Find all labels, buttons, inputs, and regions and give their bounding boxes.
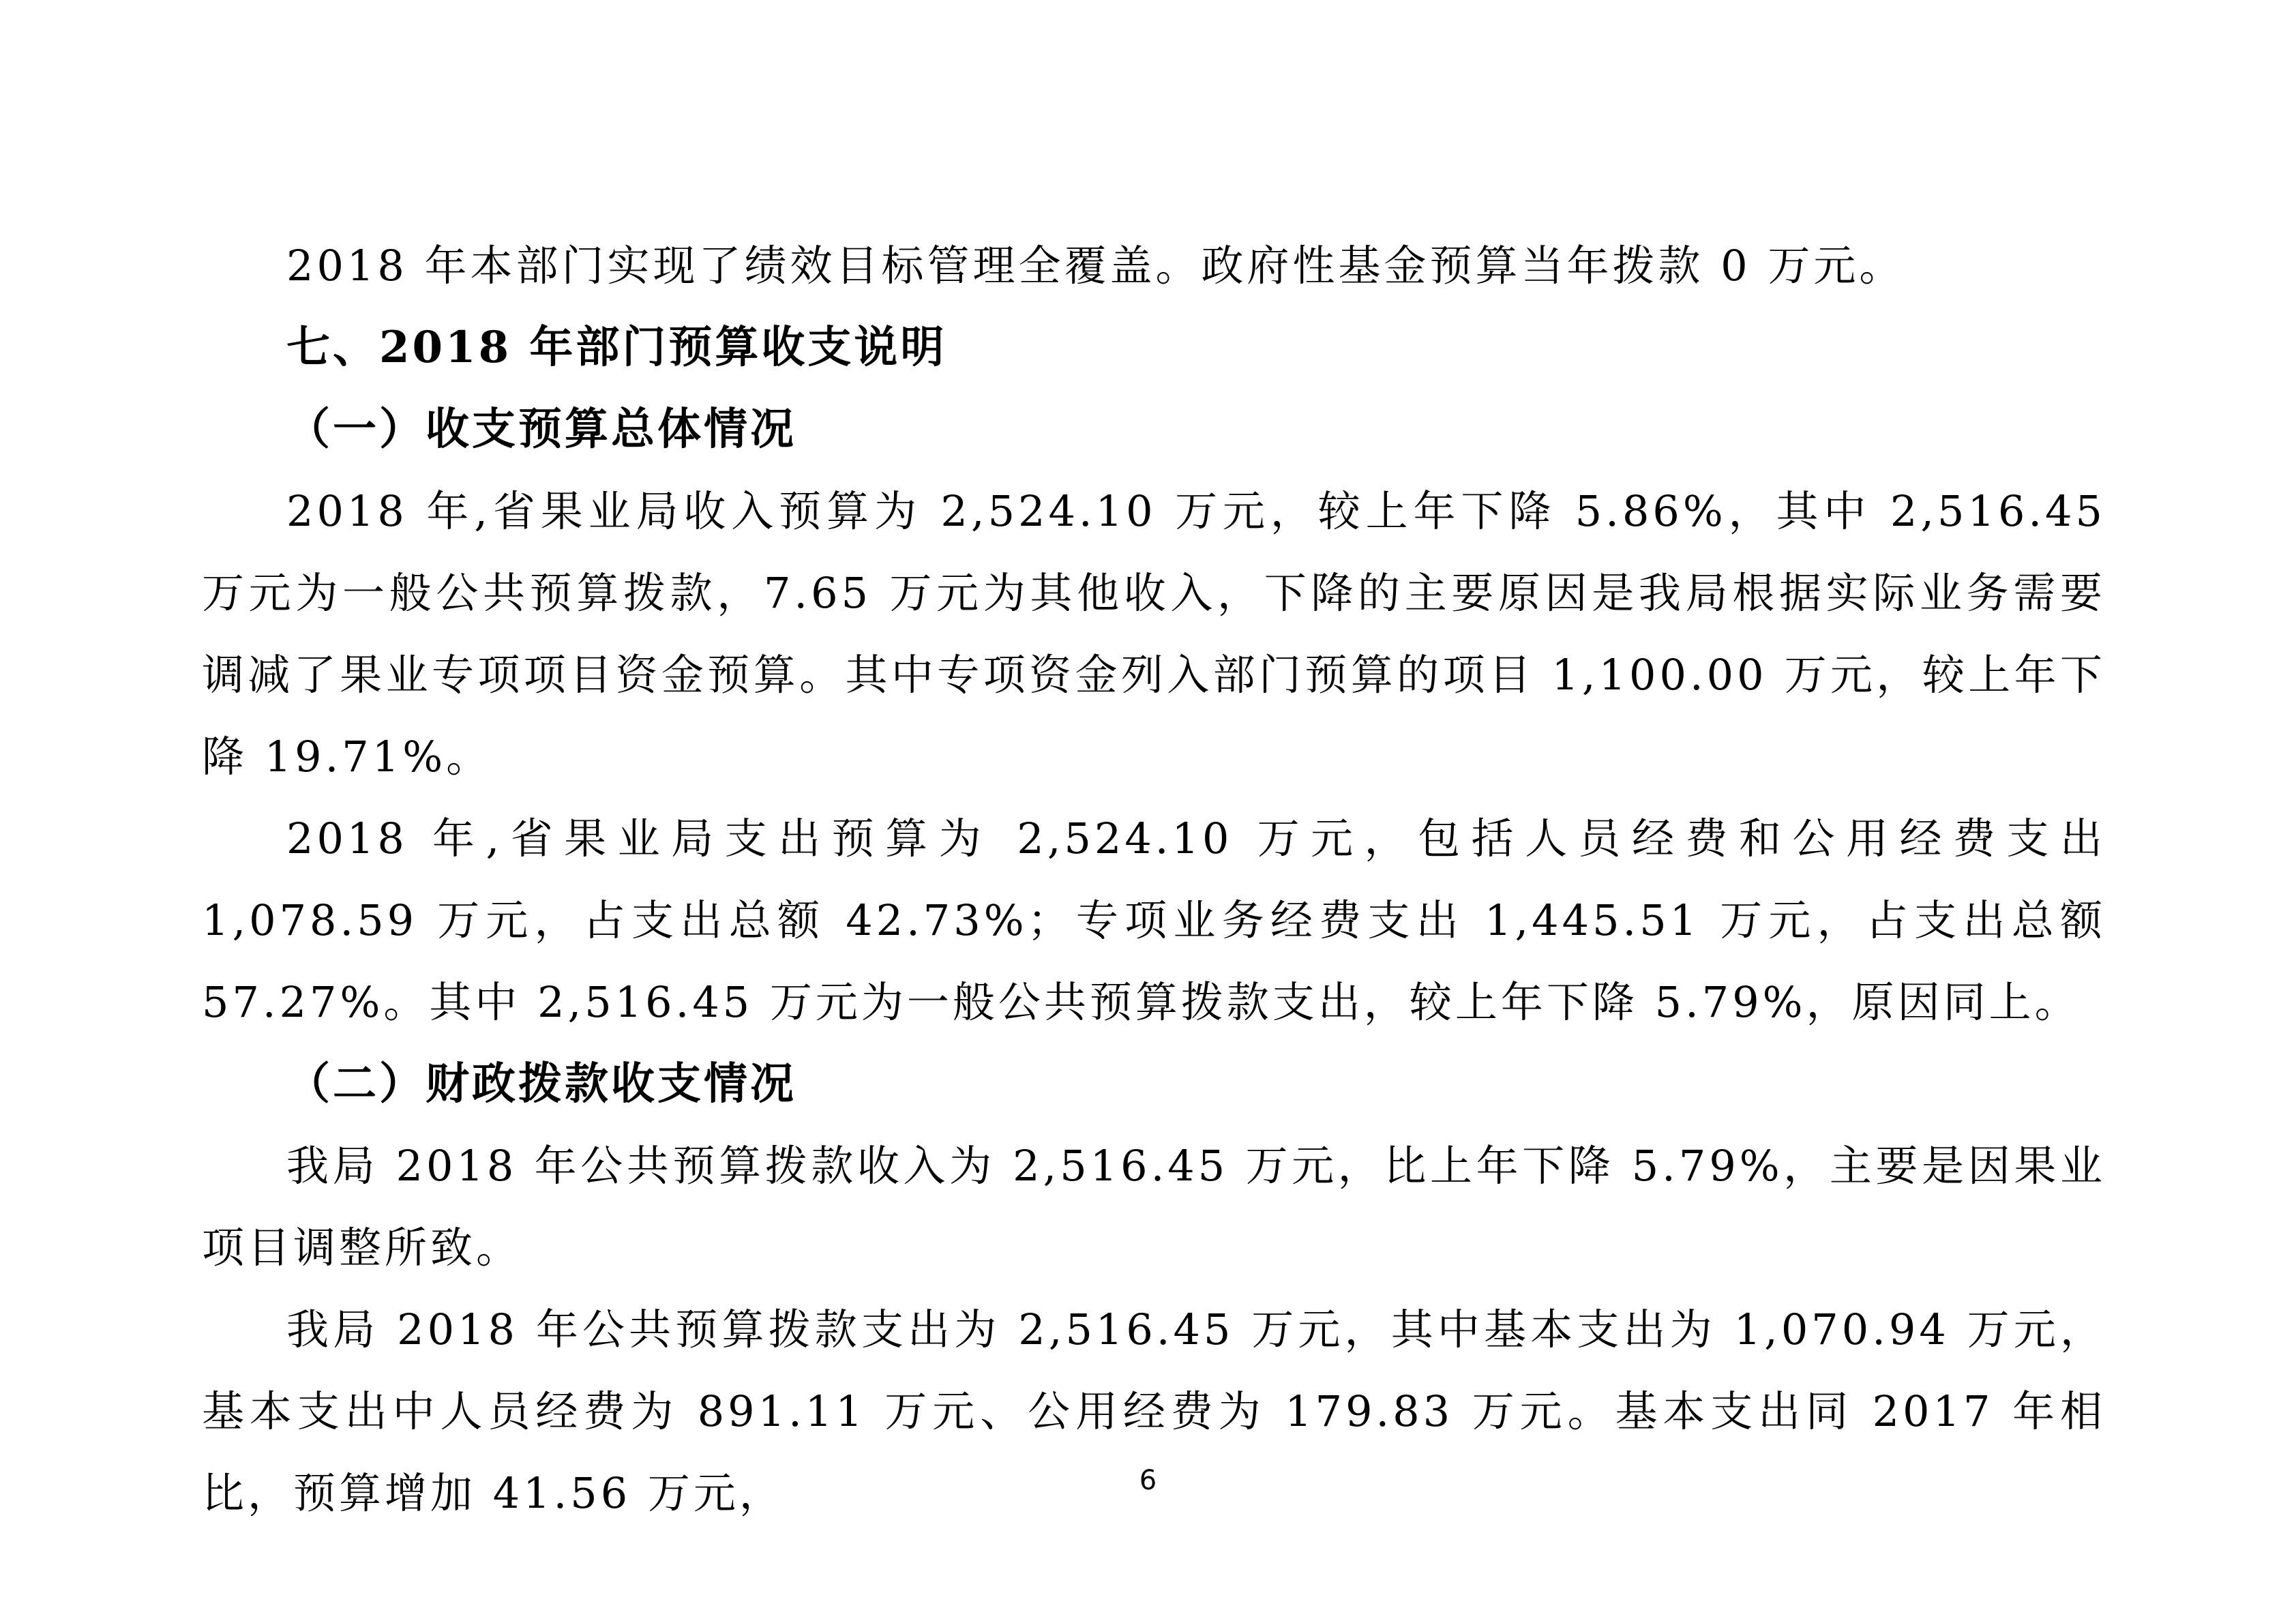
paragraph-appropriation-income: 我局 2018 年公共预算拨款收入为 2,516.45 万元，比上年下降 5.79%，主要是因果业项目调整所致。	[202, 1141, 2106, 1272]
subsection-heading-overall: （一）收支预算总体情况	[286, 404, 796, 455]
paragraph-appropriation-expenditure: 我局 2018 年公共预算拨款支出为 2,516.45 万元，其中基本支出为 1,070.94 万元，基本支出中人员经费为 891.11 万元、公用经费为 179.83 万元。基本支出同 2017 年相比，预算增加 41.56 万元，	[202, 1305, 2106, 1518]
paragraph-expenditure-budget: 2018 年,省果业局支出预算为 2,524.10 万元，包括人员经费和公用经费支出 1,078.59 万元，占支出总额 42.73%；专项业务经费支出 1,445.51 万元，占支出总额 57.27%。其中 2,516.45 万元为一般公共预算拨款支出，较上年下降 5.79%，原因同上。	[202, 814, 2106, 1027]
paragraph-performance-coverage: 2018 年本部门实现了绩效目标管理全覆盖。政府性基金预算当年拨款 0 万元。	[286, 241, 1905, 291]
page-number: 6	[1139, 1465, 1157, 1496]
body-text	[202, 225, 2106, 1534]
section-heading-budget: 七、2018 年部门预算收支说明	[286, 322, 947, 373]
paragraph-income-budget: 2018 年,省果业局收入预算为 2,524.10 万元，较上年下降 5.86%，其中 2,516.45 万元为一般公共预算拨款，7.65 万元为其他收入，下降的主要原因是我局根据实际业务需要调减了果业专项项目资金预算。其中专项资金列入部门预算的项目 1,100.00 万元，较上年下降 19.71%。	[202, 486, 2106, 781]
subsection-heading-appropriation: （二）财政拨款收支情况	[286, 1058, 796, 1110]
